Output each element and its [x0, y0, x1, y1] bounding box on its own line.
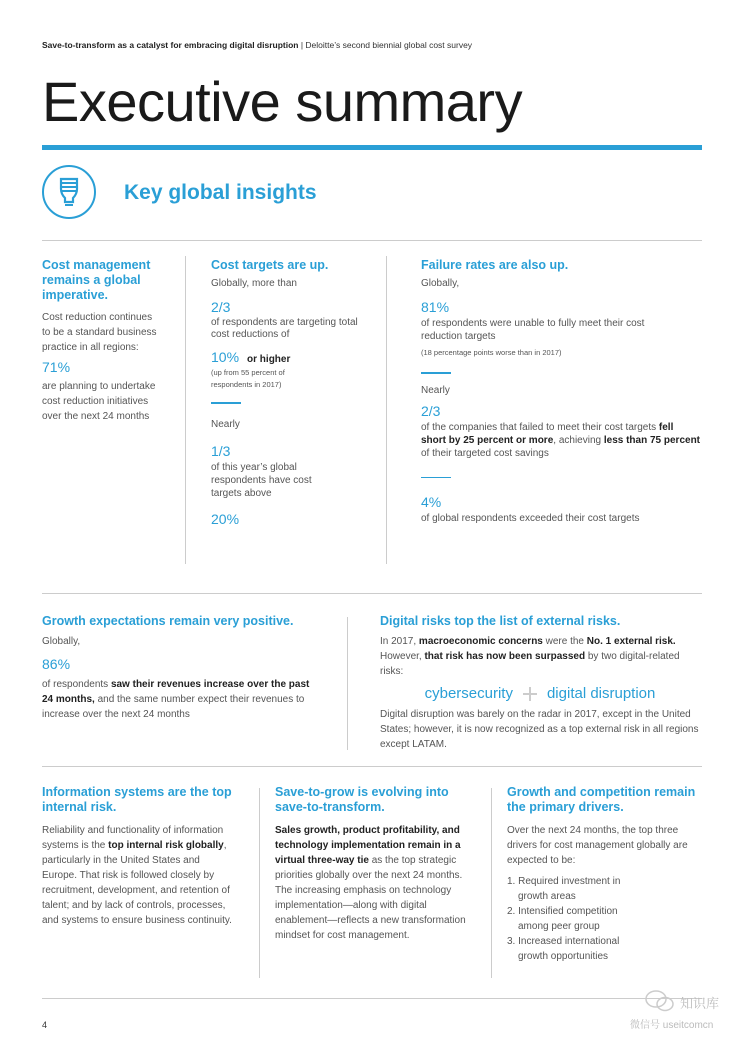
list-item: 1. Required investment in growth areas [507, 876, 621, 902]
drivers-intro: Over the next 24 months, the top three drivers for cost management globally are expected to be: [507, 825, 688, 866]
section-drivers [507, 785, 702, 964]
list-item: 2. Intensified competition among peer group [507, 906, 618, 932]
growth-text: of respondents saw their revenues increase over the past 24 months, and the same number expect their revenues to increase over the next 24 months [42, 679, 310, 720]
col-cost-targets [211, 258, 361, 529]
col2-stat-2-suffix: or higher [247, 354, 291, 365]
page-title: Executive summary [42, 70, 523, 133]
column-divider [491, 788, 492, 978]
col2-nearly: Nearly [211, 418, 240, 430]
col3-note: (18 percentage points worse than in 2017) [421, 348, 562, 357]
watermark-title: 知识库 [680, 996, 720, 1011]
save-heading: Save-to-grow is evolving into save-to-transform. [275, 785, 449, 814]
digital-text-1: In 2017, macroeconomic concerns were the No. 1 external risk. However, that risk has now been surpassed by two digital-related risks: [380, 636, 680, 677]
growth-stat: 86% [42, 656, 71, 672]
col1-heading: Cost management remains a global imperative. [42, 258, 151, 302]
drivers-heading: Growth and competition remain the primary drivers. [507, 785, 696, 814]
section-info-systems [42, 785, 234, 928]
info-text: Reliability and functionality of information systems is the top internal risk globally, particularly in the United States and Europe. That risk is followed closely by recruitment, development, and retention of talent; and by lack of controls, processes, and systems to ensure business continuity. [42, 825, 232, 926]
col2-stat-1: 2/3 [211, 299, 231, 315]
running-header: Save-to-transform as a catalyst for embracing digital disruption | Deloitte’s second biennial global cost survey [42, 40, 473, 50]
lightbulb-icon [42, 165, 96, 219]
growth-intro: Globally, [42, 636, 81, 647]
col3-stat-2: 2/3 [421, 402, 441, 419]
col3-heading: Failure rates are also up. [421, 258, 569, 272]
growth-heading: Growth expectations remain very positive. [42, 614, 294, 628]
col-cost-management [42, 258, 157, 424]
title-rule [42, 145, 702, 150]
short-rule [211, 402, 241, 404]
watermark-id: 微信号 useitcomcn [630, 1020, 714, 1031]
col3-intro: Globally, [421, 278, 460, 289]
col1-text-1: Cost reduction continues to be a standard business practice in all regions: [42, 312, 157, 353]
col3-text-2: of the companies that failed to meet their cost targets fell short by 25 percent or more, achieving less than 75 percent of their targeted cost savings [421, 421, 701, 459]
col-failure-rates [421, 258, 701, 525]
col3-stat-3: 4% [421, 494, 442, 510]
info-heading: Information systems are the top internal risk. [42, 785, 232, 814]
divider [42, 766, 702, 767]
divider [42, 998, 702, 999]
col3-nearly: Nearly [421, 384, 450, 396]
divider [42, 593, 702, 594]
col2-intro: Globally, more than [211, 278, 297, 289]
section-save-to-transform [275, 785, 470, 943]
col1-text-2: are planning to undertake cost reduction initiatives over the next 24 months [42, 381, 156, 422]
col1-stat: 71% [42, 359, 71, 375]
plus-icon [523, 687, 537, 701]
col2-heading: Cost targets are up. [211, 258, 329, 272]
short-rule [421, 372, 451, 374]
wechat-icon [645, 990, 675, 1017]
list-item: 3. Increased international growth opportunities [507, 936, 620, 962]
key-insights-title: Key global insights [124, 181, 317, 204]
col3-text-3: of global respondents exceeded their cost targets [421, 513, 640, 524]
risk-digital-disruption: digital disruption [546, 685, 656, 702]
page-number: 4 [42, 1020, 48, 1030]
column-divider [259, 788, 260, 978]
column-divider [185, 256, 186, 564]
column-divider [347, 617, 348, 750]
digital-text-2: Digital disruption was barely on the radar in 2017, except in the United States; however, it is now recognized as a top external risk in all regions except LATAM. [380, 709, 699, 750]
divider [42, 240, 702, 241]
section-digital-risks [380, 614, 700, 752]
digital-heading: Digital risks top the list of external risks. [380, 614, 621, 628]
col2-stat-2: 10% [211, 349, 240, 365]
col2-text-1: of respondents are targeting total cost reductions of [211, 317, 358, 340]
col2-stat-4: 20% [211, 510, 240, 527]
col2-note: (up from 55 percent of respondents in 2017) [211, 368, 285, 389]
col3-stat-1: 81% [421, 299, 450, 315]
column-divider [386, 256, 387, 564]
save-text: Sales growth, product profitability, and technology implementation remain in a virtual three-way tie as the top strategic priorities globally over the next 24 months. The increasing emphasis on technology implementation—along with digital enablement—reflects a new transformation mindset for cost management. [275, 825, 466, 941]
risk-cybersecurity: cybersecurity [424, 685, 513, 702]
col3-text-1: of respondents were unable to fully meet their cost reduction targets [421, 318, 645, 342]
section-growth [42, 614, 317, 722]
col2-text-2: of this year’s global respondents have cost targets above [211, 461, 312, 499]
col2-stat-3: 1/3 [211, 442, 231, 459]
short-rule [421, 477, 451, 479]
